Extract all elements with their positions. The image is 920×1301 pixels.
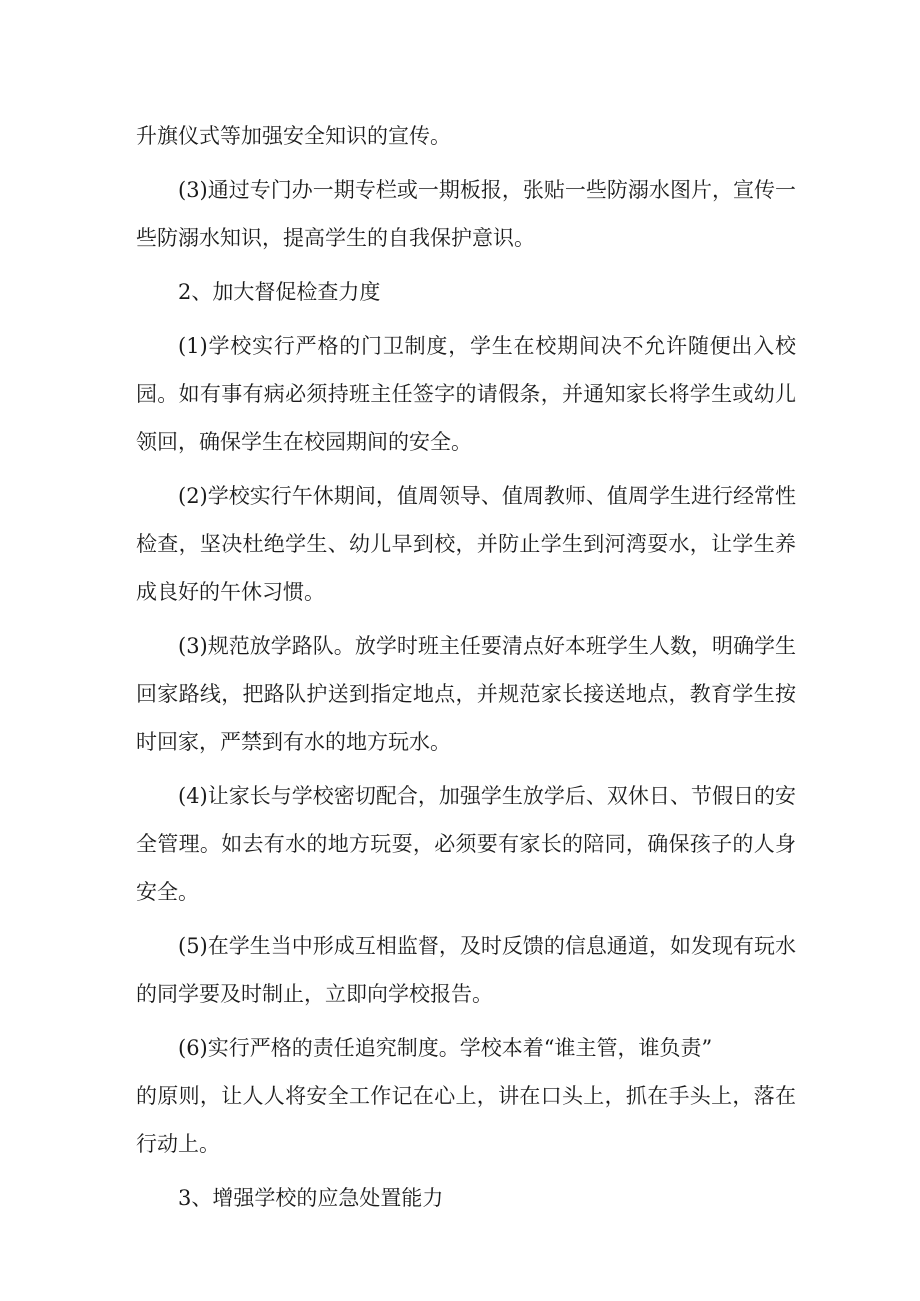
paragraph-item-3-dismissal: (3)规范放学路队。放学时班主任要清点好本班学生人数，明确学生回家路线，把路队护送到指定地点，并规范家长接送地点，教育学生按时回家，严禁到有水的地方玩水。	[136, 634, 796, 754]
paragraph-item-6-responsibility: (6)实行严格的责任追究制度。学校本着“谁主管，谁负责”	[178, 1036, 713, 1060]
document-body	[136, 112, 796, 1228]
paragraph-item-1-gate: (1)学校实行严格的门卫制度，学生在校期间决不允许随便出入校园。如有事有病必须持班主任签字的请假条，并通知家长将学生或幼儿领回，确保学生在校园期间的安全。	[136, 334, 796, 454]
paragraph-item-3-propaganda: (3)通过专门办一期专栏或一期板报，张贴一些防溺水图片，宣传一些防溺水知识，提高学生的自我保护意识。	[136, 178, 796, 250]
paragraph-continuation: 升旗仪式等加强安全知识的宣传。	[136, 124, 451, 148]
section-heading-3: 3、增强学校的应急处置能力	[178, 1186, 444, 1210]
section-heading-2: 2、加大督促检查力度	[178, 280, 381, 304]
paragraph-item-2-noon-break: (2)学校实行午休期间，值周领导、值周教师、值周学生进行经常性检查，坚决杜绝学生、幼儿早到校，并防止学生到河湾耍水，让学生养成良好的午休习惯。	[136, 484, 796, 604]
paragraph-item-6-continuation: 的原则，让人人将安全工作记在心上，讲在口头上，抓在手头上，落在行动上。	[136, 1084, 796, 1156]
paragraph-item-5-supervision: (5)在学生当中形成互相监督，及时反馈的信息通道，如发现有玩水的同学要及时制止，立即向学校报告。	[136, 934, 796, 1006]
paragraph-item-4-parents: (4)让家长与学校密切配合，加强学生放学后、双休日、节假日的安全管理。如去有水的地方玩耍，必须要有家长的陪同，确保孩子的人身安全。	[136, 784, 796, 904]
